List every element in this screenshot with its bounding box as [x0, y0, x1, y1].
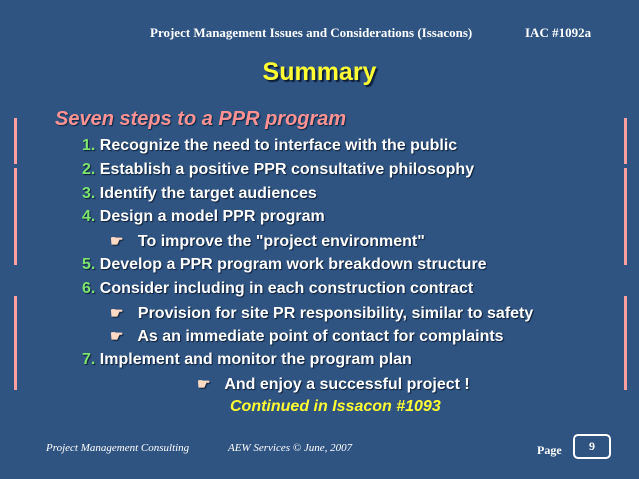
closing-point — [197, 375, 470, 394]
step-number: 5. — [82, 256, 96, 273]
step-number: 4. — [82, 208, 96, 225]
step-number: 2. — [82, 161, 96, 178]
step-3 — [82, 185, 317, 203]
pointing-hand-icon: ☛ — [110, 233, 124, 250]
sub-point-text: Provision for site PR responsibility, similar to safety — [137, 305, 534, 322]
step-text: Develop a PPR program work breakdown structure — [99, 256, 487, 273]
continued-note: Continued in Issacon #1093 — [230, 398, 441, 415]
closing-point-text: And enjoy a successful project ! — [224, 376, 470, 393]
sub-point-1 — [110, 232, 425, 251]
step-number: 1. — [82, 137, 96, 154]
slide-title: Summary — [262, 58, 377, 86]
step-text: Recognize the need to interface with the public — [99, 137, 458, 154]
header-course-title: Project Management Issues and Considerations (Issacons) — [150, 25, 473, 40]
sub-point-2 — [110, 304, 533, 323]
sub-point-3 — [110, 327, 504, 346]
step-5 — [82, 256, 487, 274]
step-number: 3. — [82, 185, 96, 202]
step-text: Design a model PPR program — [99, 208, 325, 225]
pointing-hand-icon: ☛ — [110, 328, 124, 345]
step-number: 7. — [82, 351, 96, 368]
side-bar-left-bottom — [14, 296, 17, 390]
step-text: Implement and monitor the program plan — [99, 351, 412, 368]
side-bar-right-bottom — [624, 296, 627, 390]
step-text: Consider including in each construction contract — [99, 280, 474, 297]
page-number-box: 9 — [573, 434, 611, 459]
pointing-hand-icon: ☛ — [110, 305, 124, 322]
sub-point-text: To improve the "project environment" — [137, 233, 425, 250]
sub-point-text: As an immediate point of contact for complaints — [137, 328, 504, 345]
footer-copyright: AEW Services © June, 2007 — [228, 442, 353, 454]
side-bar-left-top — [14, 118, 17, 164]
pointing-hand-icon: ☛ — [197, 376, 211, 393]
page-label: Page — [537, 443, 562, 457]
step-text: Establish a positive PPR consultative philosophy — [99, 161, 475, 178]
step-4 — [82, 208, 325, 226]
step-number: 6. — [82, 280, 96, 297]
side-bar-left-mid — [14, 168, 17, 265]
step-1 — [82, 137, 457, 155]
step-6 — [82, 280, 473, 298]
header-course-id: IAC #1092a — [525, 25, 592, 40]
footer-company: Project Management Consulting — [46, 442, 190, 454]
step-2 — [82, 161, 474, 179]
step-text: Identify the target audiences — [99, 185, 317, 202]
side-bar-right-mid — [624, 168, 627, 265]
step-7 — [82, 351, 412, 369]
slide-subtitle: Seven steps to a PPR program — [55, 108, 347, 130]
side-bar-right-top — [624, 118, 627, 164]
